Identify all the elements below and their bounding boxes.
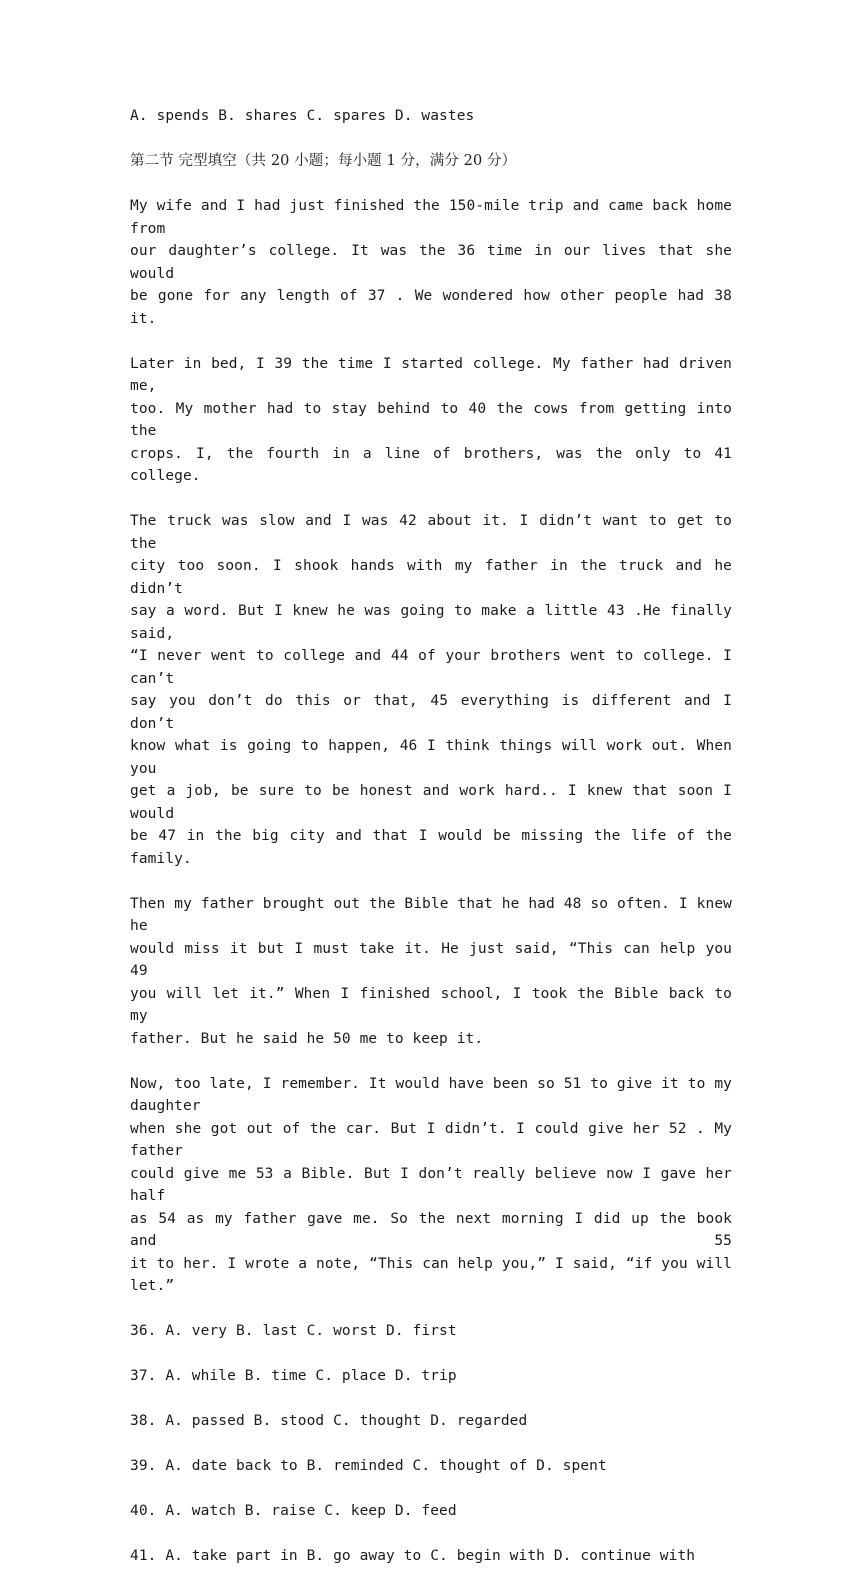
passage-line: city too soon. I shook hands with my father in the truck and he didn’t <box>130 558 732 597</box>
passage-line: Now, too late, I remember. It would have been so 51 to give it to my daughter <box>130 1075 732 1114</box>
passage-line: would miss it but I must take it. He just said, “This can help you 49 <box>130 940 732 979</box>
passage-line: say a word. But I knew he was going to make a little 43 .He finally said, <box>130 603 732 642</box>
passage-line: My wife and I had just finished the 150-mile trip and came back home from <box>130 198 732 237</box>
passage-line: let.” <box>130 1278 175 1294</box>
passage-line: be 47 in the big city and that I would be missing the life of the family. <box>130 828 732 867</box>
passage-line: could give me 53 a Bible. But I don’t really believe now I gave her half <box>130 1165 732 1204</box>
question-item: 38. A. passed B. stood C. thought D. regarded <box>130 1413 528 1429</box>
question-item: 39. A. date back to B. reminded C. thought of D. spent <box>130 1458 607 1474</box>
passage-paragraph <box>130 353 732 488</box>
passage-paragraph <box>130 195 732 330</box>
passage-line: get a job, be sure to be honest and work hard.. I knew that soon I would <box>130 783 732 822</box>
passage-line: Later in bed, I 39 the time I started college. My father had driven me, <box>130 355 732 394</box>
passage-paragraph <box>130 893 732 1051</box>
passage-line: when she got out of the car. But I didn’t. I could give her 52 . My father <box>130 1120 732 1159</box>
passage-line: as 54 as my father gave me. So the next morning I did up the book and 55 <box>130 1210 732 1249</box>
passage-line: crops. I, the fourth in a line of brothers, was the only to 41 college. <box>130 445 732 484</box>
passage-line: be gone for any length of 37 . We wondered how other people had 38 it. <box>130 288 732 327</box>
passage-line: The truck was slow and I was 42 about it. I didn’t want to get to the <box>130 513 732 552</box>
document-page <box>130 105 732 1590</box>
passage-line: say you don’t do this or that, 45 everything is different and I don’t <box>130 693 732 732</box>
question-item: 37. A. while B. time C. place D. trip <box>130 1368 457 1384</box>
passage-line: too. My mother had to stay behind to 40 the cows from getting into the <box>130 400 732 439</box>
question-item: 36. A. very B. last C. worst D. first <box>130 1323 457 1339</box>
passage-line: “I never went to college and 44 of your brothers went to college. I can’t <box>130 648 732 687</box>
passage-line: Then my father brought out the Bible that he had 48 so often. I knew he <box>130 895 732 934</box>
passage-line: you will let it.” When I finished school, I took the Bible back to my <box>130 985 732 1024</box>
passage-line: father. But he said he 50 me to keep it. <box>130 1030 484 1047</box>
passage-paragraph <box>130 1073 732 1298</box>
passage-line: it to her. I wrote a note, “This can help you,” I said, “if you will <box>130 1255 732 1272</box>
passage-line: our daughter’s college. It was the 36 time in our lives that she would <box>130 243 732 282</box>
question-item: 40. A. watch B. raise C. keep D. feed <box>130 1503 457 1519</box>
question-list <box>130 1320 732 1568</box>
question-item: 41. A. take part in B. go away to C. begin with D. continue with <box>130 1548 696 1564</box>
section-heading: 第二节 完型填空（共 20 小题；每小题 1 分，满分 20 分） <box>130 153 517 169</box>
passage-line: know what is going to happen, 46 I think things will work out. When you <box>130 738 732 777</box>
passage-paragraph <box>130 510 732 870</box>
cloze-passage <box>130 195 732 1298</box>
previous-question-options: A. spends B. shares C. spares D. wastes <box>130 108 475 124</box>
